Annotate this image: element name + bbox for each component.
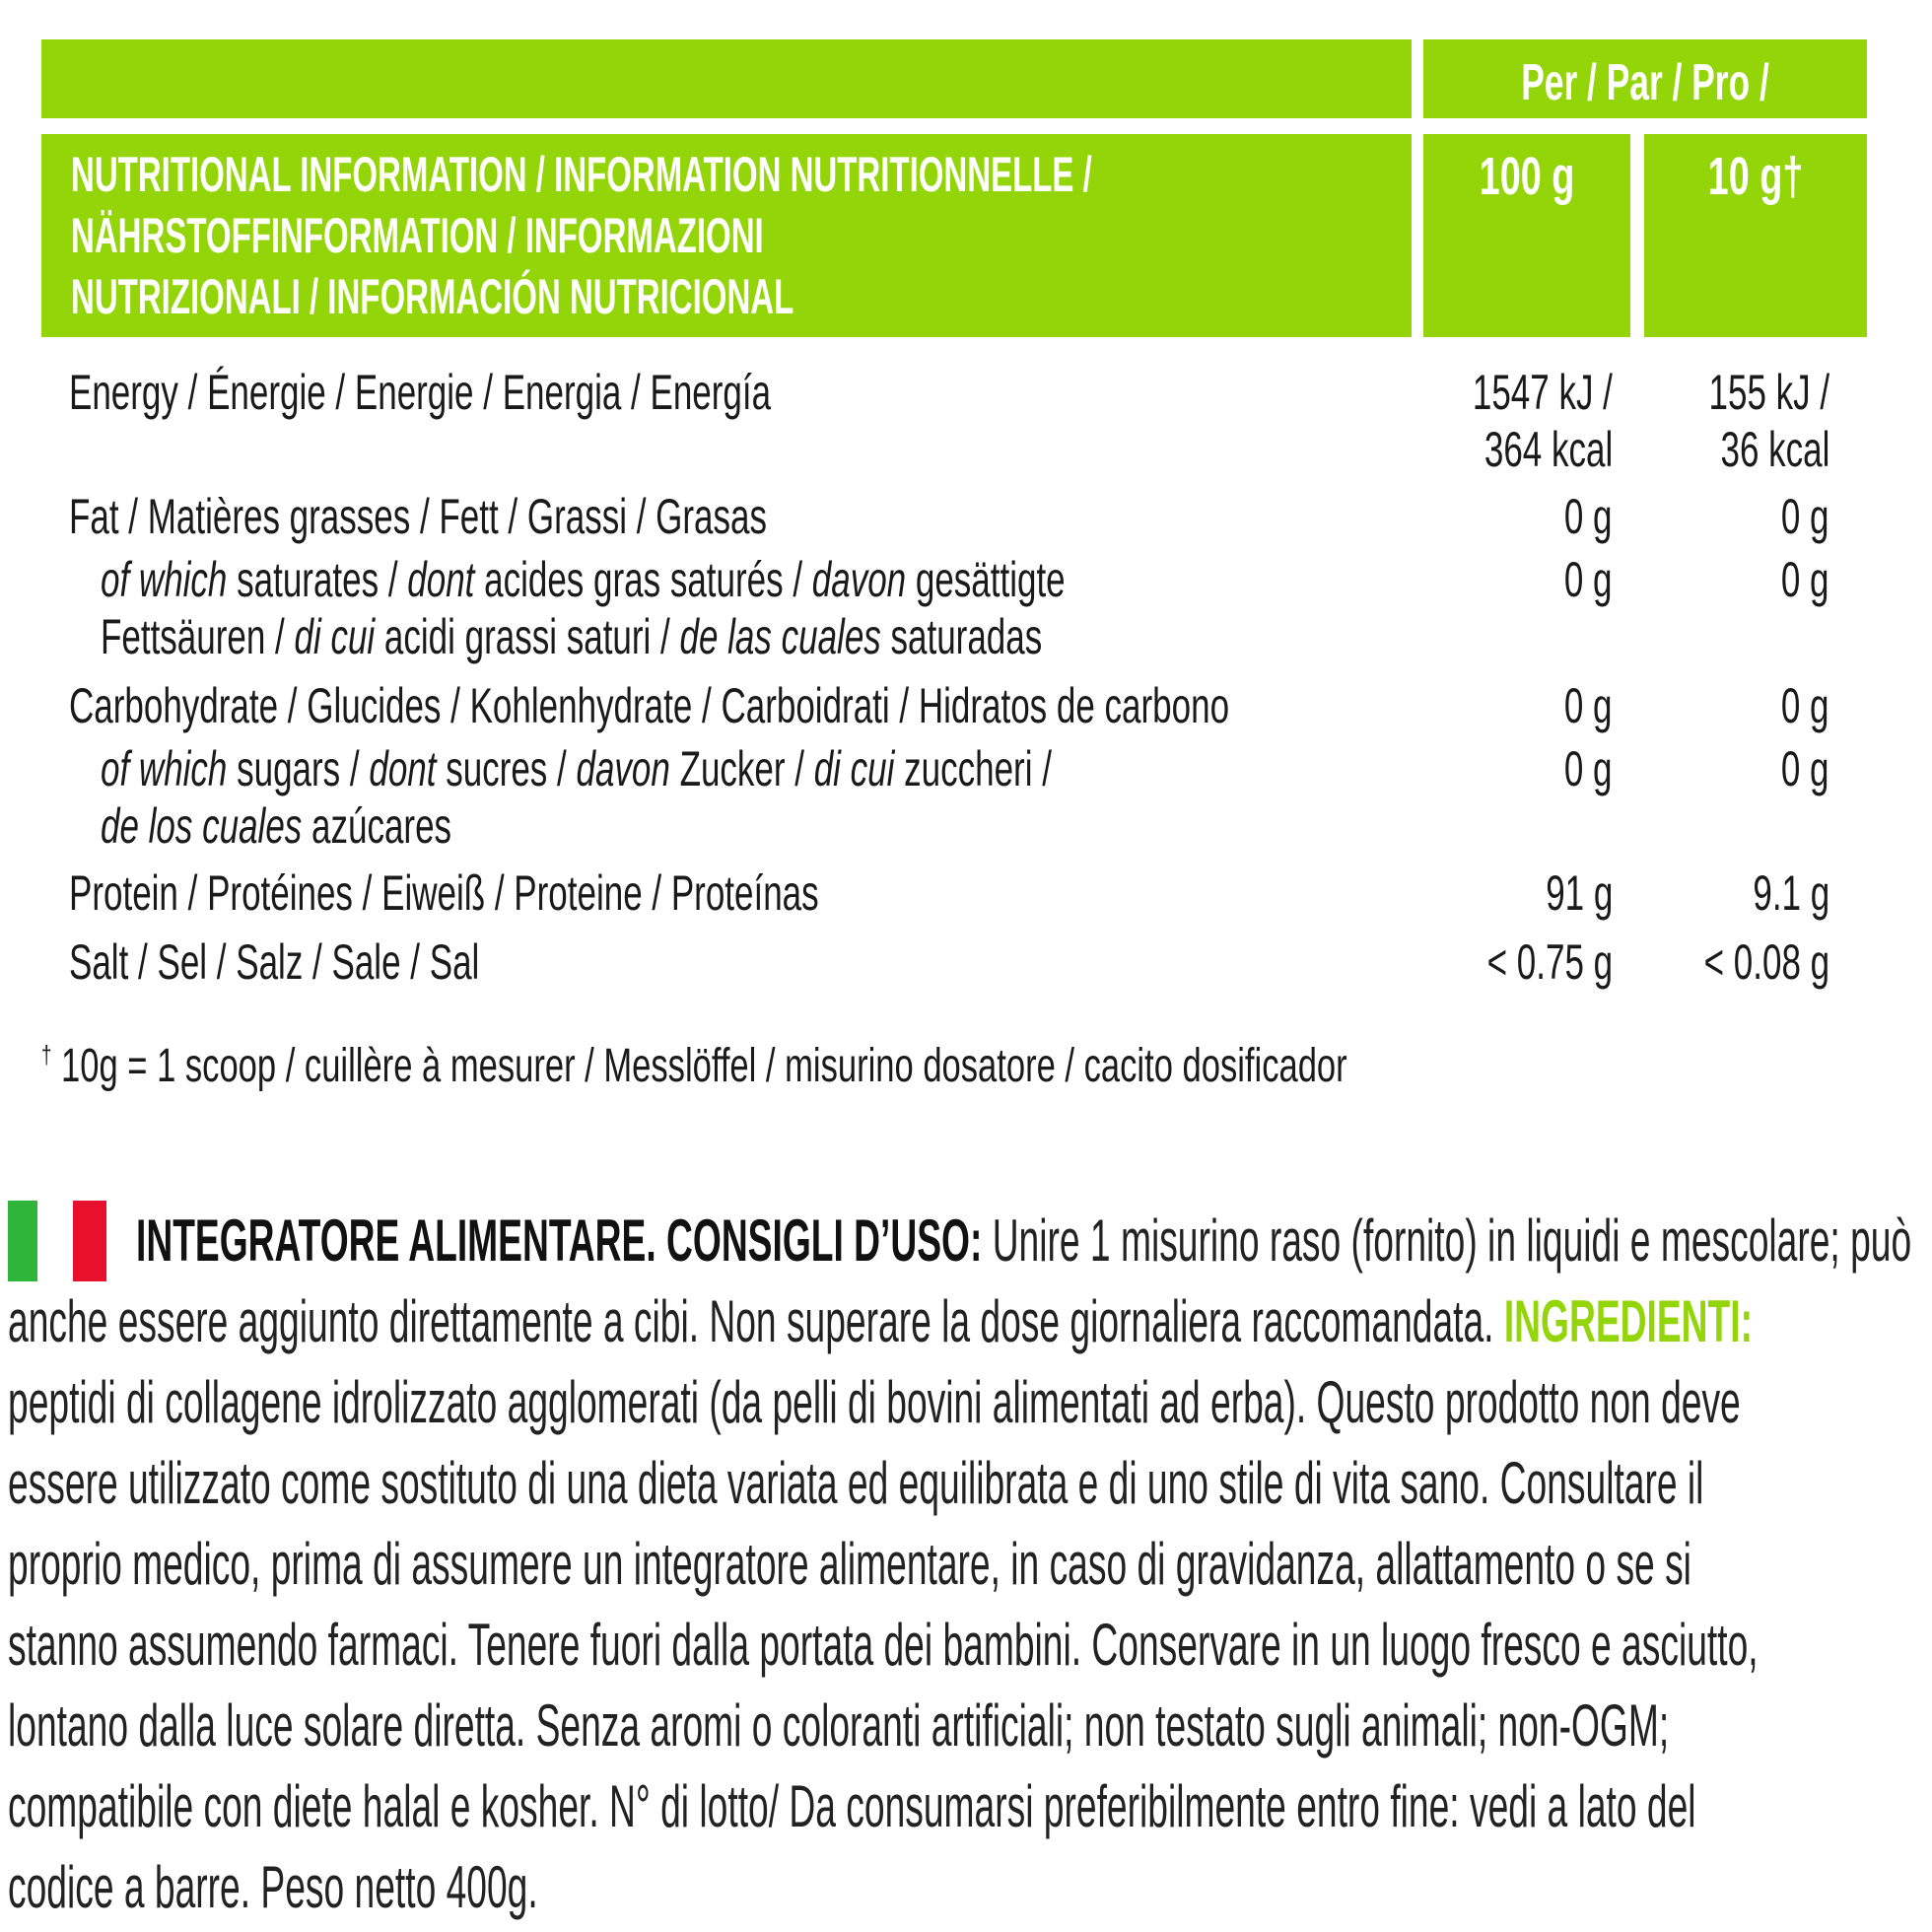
energy-100g-kcal: 364 kcal [1484,422,1613,477]
col-10g-label: 10 g† [1707,147,1804,206]
saturates-label-line-1: of which saturates / dont acides gras saturés / davon gesättigte [101,552,1066,607]
protein-label: Protein / Protéines / Eiweiß / Proteine / Proteínas [69,865,819,921]
carbohydrate-100g: 0 g [1564,678,1613,733]
per-label: Per / Par / Pro / [1521,54,1769,111]
col-10g-header [1644,134,1867,337]
col-100g-header [1423,134,1630,337]
fat-100g: 0 g [1564,489,1613,544]
energy-100g-kj: 1547 kJ / [1472,365,1613,420]
title-line-2: NÄHRSTOFFINFORMATION / INFORMAZIONI [71,208,764,263]
per-header [1423,39,1867,118]
carbohydrate-10g: 0 g [1781,678,1829,733]
sugars-label-line-2: de los cuales azúcares [101,798,452,854]
sugars-100g: 0 g [1564,741,1613,796]
italian-flag-red-band [73,1201,106,1281]
footnote-text: 10g = 1 scoop / cuillère à mesurer / Messlöffel / misurino dosatore / cacito dosificador [61,1040,1347,1092]
italian-flag-icon [8,1201,37,1281]
italian-line-5: proprio medico, prima di assumere un integratore alimentare, in caso di gravidanza, allattamento o se si [8,1531,1691,1597]
salt-label: Salt / Sel / Salz / Sale / Sal [69,934,480,990]
title-line-3: NUTRIZIONALI / INFORMACIÓN NUTRICIONAL [71,269,794,324]
protein-10g: 9.1 g [1753,865,1829,921]
saturates-label-line-2: Fettsäuren / di cui acidi grassi saturi / de las cuales saturadas [101,609,1043,664]
italian-line-2: anche essere aggiunto direttamente a cibi. Non superare la dose giornaliera raccomandata. INGREDIENTI: [8,1288,1753,1354]
energy-10g-kj: 155 kJ / [1708,365,1829,420]
col-100g-label: 100 g [1479,147,1575,206]
italian-line-1: INTEGRATORE ALIMENTARE. CONSIGLI D’USO: Unire 1 misurino raso (fornito) in liquidi e mescolare; può [136,1208,1912,1274]
italian-line-7: lontano dalla luce solare diretta. Senza aromi o coloranti artificiali; non testato sugli animali; non-OGM; [8,1692,1670,1759]
italian-line-9: codice a barre. Peso netto 400g. [8,1854,538,1920]
italian-heading: INTEGRATORE ALIMENTARE. CONSIGLI D’USO: [136,1208,983,1274]
table-title [41,134,1412,337]
ingredients-label: INGREDIENTI: [1503,1288,1753,1354]
dagger-mark: † [41,1040,52,1070]
scoop-footnote [41,1025,1347,1096]
sugars-label-line-1: of which sugars / dont sucres / davon Zucker / di cui zuccheri / [101,741,1052,796]
energy-label: Energy / Énergie / Energie / Energia / Energía [69,365,772,420]
italian-line-8: compatibile con diete halal e kosher. N° di lotto/ Da consumarsi preferibilmente entro fine: vedi a lato del [8,1773,1696,1839]
italian-line-6: stanno assumendo farmaci. Tenere fuori dalla portata dei bambini. Conservare in un luogo fresco e asciutto, [8,1612,1759,1678]
title-line-1: NUTRITIONAL INFORMATION / INFORMATION NUTRITIONNELLE / [71,147,1092,202]
table-header-top-left [41,39,1412,118]
carbohydrate-label: Carbohydrate / Glucides / Kohlenhydrate / Carboidrati / Hidratos de carbono [69,678,1230,733]
fat-10g: 0 g [1781,489,1829,544]
energy-10g-kcal: 36 kcal [1720,422,1829,477]
saturates-100g: 0 g [1564,552,1613,607]
saturates-10g: 0 g [1781,552,1829,607]
fat-label: Fat / Matières grasses / Fett / Grassi / Grasas [69,489,767,544]
protein-100g: 91 g [1545,865,1613,921]
italian-line-4: essere utilizzato come sostituto di una dieta variata ed equilibrata e di uno stile di vita sano. Consultare il [8,1450,1704,1516]
salt-10g: < 0.08 g [1703,934,1829,990]
italian-line-3: peptidi di collagene idrolizzato agglomerati (da pelli di bovini alimentati ad erba). Questo prodotto non deve [8,1369,1741,1435]
salt-100g: < 0.75 g [1486,934,1613,990]
sugars-10g: 0 g [1781,741,1829,796]
